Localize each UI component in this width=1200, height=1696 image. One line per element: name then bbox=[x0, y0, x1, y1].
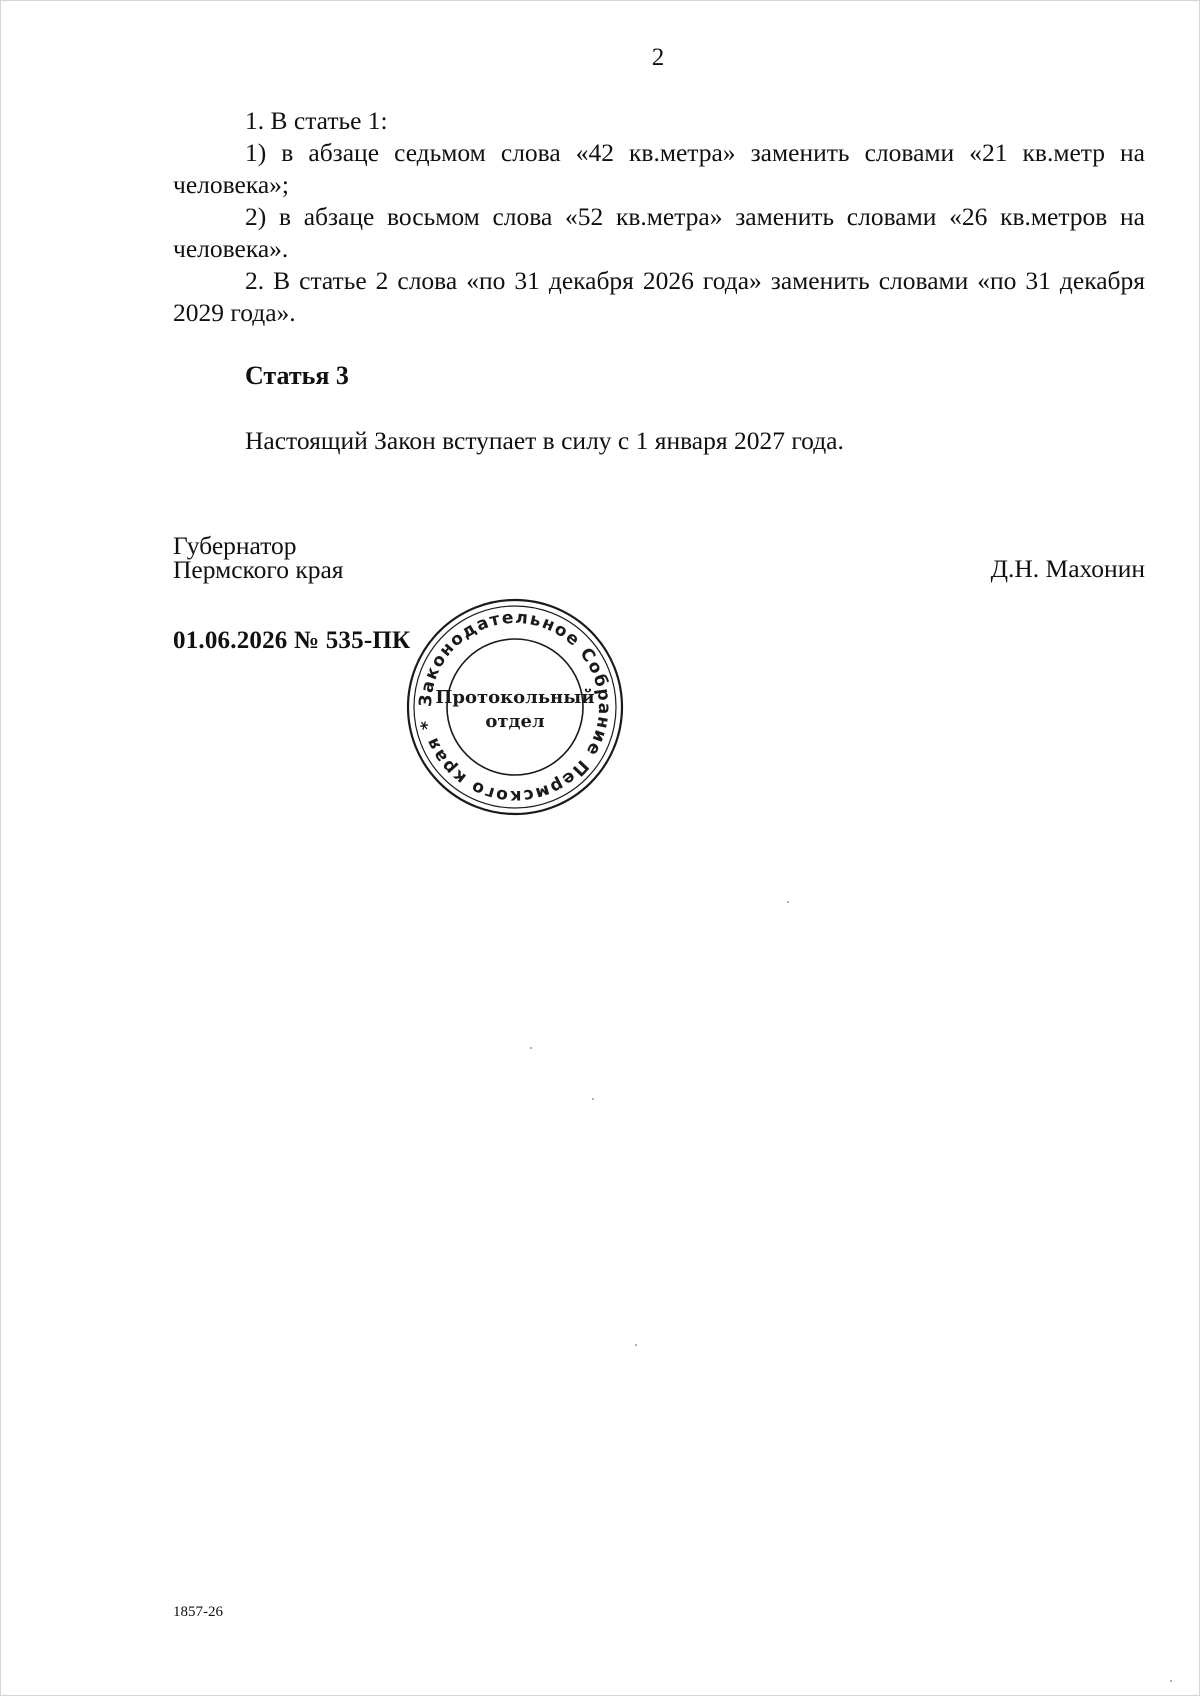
signatory-title bbox=[173, 531, 344, 584]
signatory-title-line-2: Пермского края bbox=[173, 555, 344, 584]
document-code: 1857-26 bbox=[173, 1604, 223, 1620]
scan-speck bbox=[530, 1047, 532, 1049]
scan-speck bbox=[1170, 1680, 1172, 1682]
page-number: 2 bbox=[651, 44, 665, 71]
seal-graphic bbox=[404, 596, 626, 818]
scan-speck bbox=[787, 901, 789, 903]
signatory-name: Д.Н. Махонин bbox=[990, 554, 1145, 583]
amendment-item-1-sub-2: 2) в абзаце восьмом слова «52 кв.метра» заменить словами «26 кв.метров на человека». bbox=[173, 202, 1145, 263]
seal-center-line-2: отдел bbox=[485, 711, 545, 732]
law-date-number: 01.06.2026 № 535-ПК bbox=[173, 627, 411, 654]
scan-speck bbox=[592, 1098, 594, 1100]
signatory-title-line-1: Губернатор bbox=[173, 531, 297, 560]
amendments-section bbox=[173, 105, 1145, 329]
article-3-text: Настоящий Закон вступает в силу с 1 января 2027 года. bbox=[245, 426, 844, 455]
amendment-item-1-heading: 1. В статье 1: bbox=[245, 106, 388, 135]
scan-speck bbox=[635, 1344, 637, 1346]
seal-center-line-1: Протокольный bbox=[435, 687, 595, 708]
official-seal bbox=[404, 596, 626, 818]
amendment-item-1-sub-1: 1) в абзаце седьмом слова «42 кв.метра» заменить словами «21 кв.метр на человека»; bbox=[173, 138, 1145, 199]
amendment-item-2: 2. В статье 2 слова «по 31 декабря 2026 года» заменить словами «по 31 декабря 2029 года». bbox=[173, 266, 1145, 327]
article-3-heading: Статья 3 bbox=[245, 361, 349, 390]
seal-ring-text: Законодательное Собрание Пермского края * bbox=[415, 607, 615, 807]
